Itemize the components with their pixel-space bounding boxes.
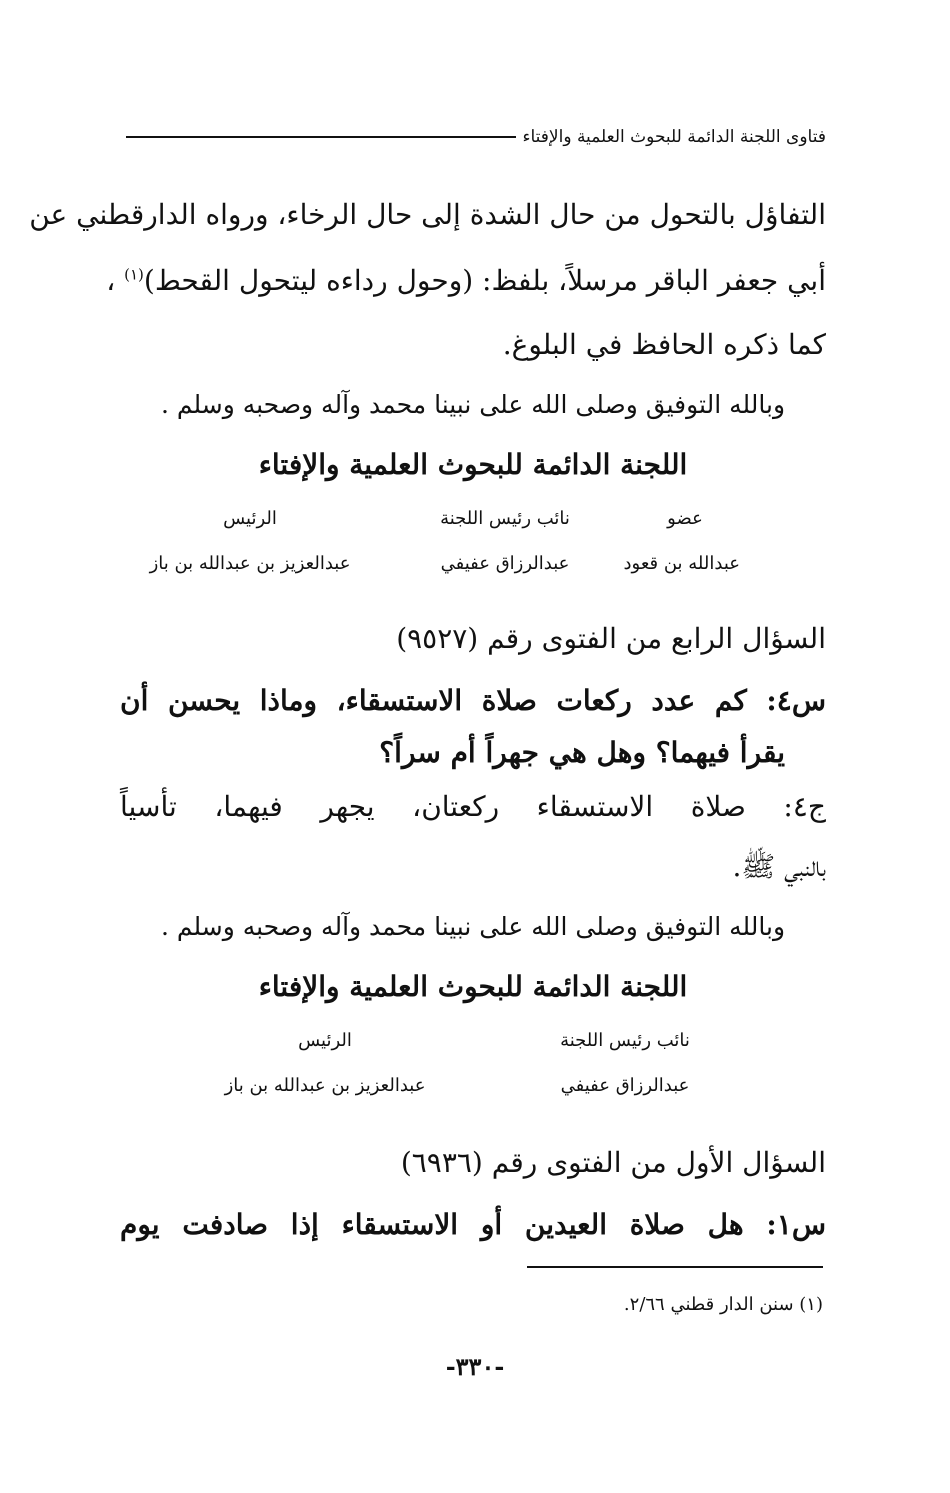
body-line-3: كما ذكره الحافظ في البلوغ. (502, 328, 826, 361)
running-title: فتاوى اللجنة الدائمة للبحوث العلمية والإفتاء (522, 127, 826, 147)
fatwa-heading-2: السؤال الأول من الفتوى رقم (٦٩٣٦) (400, 1146, 826, 1179)
signer-role: الرئيس (223, 508, 277, 529)
footnote-ref: (١) (124, 265, 144, 284)
closing-formula-1: وبالله التوفيق وصلى الله على نبينا محمد وآله وصحبه وسلم . (160, 390, 786, 419)
signer-name: عبدالعزيز بن عبدالله بن باز (149, 553, 351, 574)
answer-4-line-2: بالنبي ﷺ. (732, 850, 826, 883)
header-rule (126, 136, 516, 138)
question-1-line-1: س١: هل صلاة العيدين أو الاستسقاء إذا صادفت يوم (120, 1208, 826, 1241)
answer-4-line-1: ج٤: صلاة الاستسقاء ركعتان، يجهر فيهما، تأسياً (120, 790, 826, 823)
signer-president (210, 1030, 440, 1096)
body-line-2 (106, 264, 826, 297)
signer-role: نائب رئيس اللجنة (440, 508, 570, 529)
footnote: (١) سنن الدار قطني ٢/٦٦. (623, 1294, 823, 1315)
running-header (126, 122, 826, 152)
signatories-2 (210, 1030, 710, 1096)
signer-name: عبدالعزيز بن عبدالله بن باز (224, 1075, 426, 1096)
closing-formula-2: وبالله التوفيق وصلى الله على نبينا محمد وآله وصحبه وسلم . (160, 912, 786, 941)
committee-title-2: اللجنة الدائمة للبحوث العلمية والإفتاء (258, 970, 688, 1003)
question-4-line-1: س٤: كم عدد ركعات صلاة الاستسقاء، وماذا يحسن أن (120, 684, 826, 717)
signer-name: عبدالرزاق عفيفي (560, 1075, 690, 1096)
body-line-2-text: أبي جعفر الباقر مرسلاً، بلفظ: (وحول رداءه ليتحول القحط) (143, 264, 826, 297)
signer-deputy (540, 1030, 710, 1096)
committee-title-1: اللجنة الدائمة للبحوث العلمية والإفتاء (258, 448, 688, 481)
fatwa-heading-1: السؤال الرابع من الفتوى رقم (٩٥٢٧) (396, 622, 826, 655)
signer-role: الرئيس (298, 1030, 352, 1051)
body-line-2-tail: ، (106, 264, 125, 297)
question-4-line-2: يقرأ فيهما؟ وهل هي جهراً أم سراً؟ (379, 736, 785, 769)
signer-role: نائب رئيس اللجنة (560, 1030, 690, 1051)
body-line-1: التفاؤل بالتحول من حال الشدة إلى حال الرخاء، ورواه الدارقطني عن (29, 198, 826, 231)
signer-president (140, 508, 360, 574)
signer-member (623, 508, 740, 574)
signer-name: عبدالرزاق عفيفي (440, 553, 570, 574)
footnote-rule (527, 1266, 823, 1268)
signer-deputy (420, 508, 590, 574)
signer-name: عبدالله بن قعود (623, 553, 740, 574)
signatories-1 (140, 508, 740, 574)
page-number: -٣٣٠- (445, 1352, 505, 1381)
signer-role: عضو (667, 508, 703, 529)
